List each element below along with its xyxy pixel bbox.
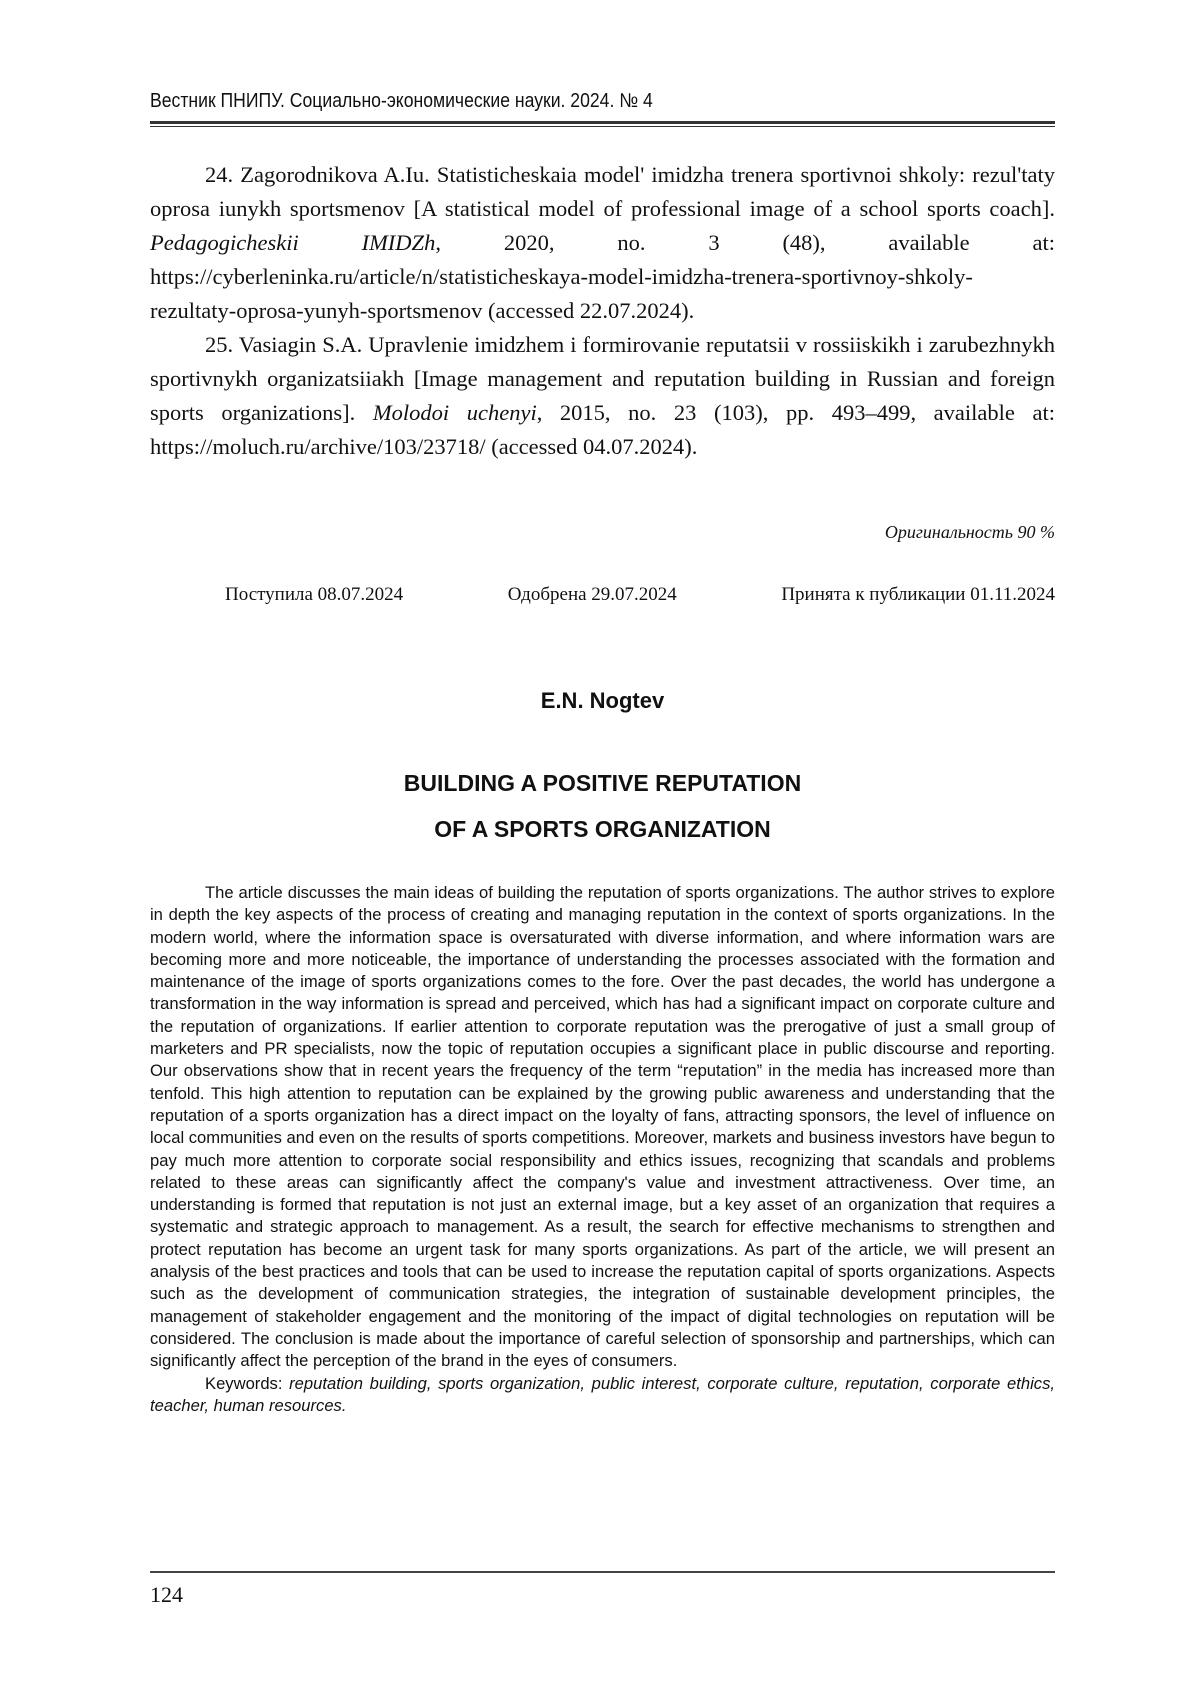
- abstract-text: The article discusses the main ideas of building the reputation of sports organizations. The author strives to explore in depth the key aspects of the process of creating and managing reputation in the context of sports organizations. In the modern world, where the information space is oversaturated with diverse information, and where information wars are becoming more and more noticeable, the importance of understanding the processes associated with the formation and maintenance of the image of sports organizations comes to the fore. Over the past decades, the world has undergone a transformation in the way information is spread and perceived, which has had a significant impact on corporate culture and the reputation of organizations. If earlier attention to corporate reputation was the prerogative of just a small group of marketers and PR specialists, now the topic of reputation occupies a significant place in public discourse and reporting. Our observations show that in recent years the frequency of the term “reputation” in the media has increased more than tenfold. This high attention to reputation can be explained by the growing public awareness and understanding that the reputation of a sports organization has a direct impact on the loyalty of fans, attracting sponsors, the level of influence on local communities and even on the results of sports competitions. Moreover, markets and business investors have begun to pay much more attention to corporate social responsibility and ethics issues, recognizing that scandals and problems related to these areas can significantly affect the company's value and investment attractiveness. Over time, an understanding is formed that reputation is not just an external image, but a key asset of an organization that requires a systematic and strategic approach to management. As a result, the search for effective mechanisms to strengthen and protect reputation has become an urgent task for many sports organizations. As part of the article, we will present an analysis of the best practices and tools that can be used to increase the reputation capital of sports organizations. Aspects such as the development of communication strategies, the integration of sustainable development principles, the management of stakeholder engagement and the monitoring of the impact of digital technologies on reputation will be considered. The conclusion is made about the importance of careful selection of sponsorship and partnerships, which can significantly affect the perception of the brand in the eyes of consumers.: [150, 882, 1055, 1373]
- keywords-text: reputation building, sports organization, public interest, corporate culture, reputation, corporate ethics, teacher, human resources.: [150, 1374, 1055, 1415]
- reference-25: [150, 328, 1055, 464]
- reference-text: , 2015, no. 23 (103), pp. 493–499, available at: https://moluch.ru/archive/103/23718/ (accessed 04.07.2024).: [150, 400, 1055, 459]
- footer-divider: [150, 1571, 1055, 1573]
- keywords-label: Keywords:: [205, 1374, 289, 1393]
- reference-journal: Pedagogicheskii IMIDZh: [150, 230, 435, 255]
- reference-text: 25. Vasiagin S.A. Upravlenie imidzhem i formirovanie reputatsii v rossiiskikh i zarubezhnykh sportivnykh organizatsiiakh [Image management and reputation building in Russian and foreign sports organizations].: [150, 332, 1055, 425]
- author: E.N. Nogtev: [150, 688, 1055, 714]
- date-received: Поступила 08.07.2024: [225, 584, 403, 606]
- abstract: [150, 882, 1055, 1417]
- article-title: [150, 760, 1055, 852]
- keywords: [150, 1373, 1055, 1418]
- page-number: 124: [150, 1582, 1055, 1608]
- reference-24: [150, 158, 1055, 328]
- title-line-1: BUILDING A POSITIVE REPUTATION: [150, 760, 1055, 806]
- article-dates: [150, 584, 1055, 606]
- references-list: [150, 158, 1055, 464]
- title-line-2: OF A SPORTS ORGANIZATION: [150, 806, 1055, 852]
- date-approved: Одобрена 29.07.2024: [508, 584, 677, 606]
- originality: Оригинальность 90 %: [150, 522, 1055, 543]
- reference-text: 24. Zagorodnikova A.Iu. Statisticheskaia model' imidzha trenera sportivnoi shkoly: rezul'taty oprosa iunykh sportsmenov [A statistical model of professional image of a school sports coach].: [150, 162, 1055, 221]
- reference-text: , 2020, no. 3 (48), available at: https://cyberleninka.ru/article/n/statisticheskaya-model-imidzha-trenera-sportivnoy-shkoly-rezultaty-oprosa-yunyh-sportsmenov (accessed 22.07.2024).: [150, 230, 1055, 323]
- reference-journal: Molodoi uchenyi: [373, 400, 537, 425]
- header-divider: [150, 121, 1055, 127]
- running-header: Вестник ПНИПУ. Социально-экономические науки. 2024. № 4: [150, 90, 946, 113]
- date-accepted: Принята к публикации 01.11.2024: [781, 584, 1055, 606]
